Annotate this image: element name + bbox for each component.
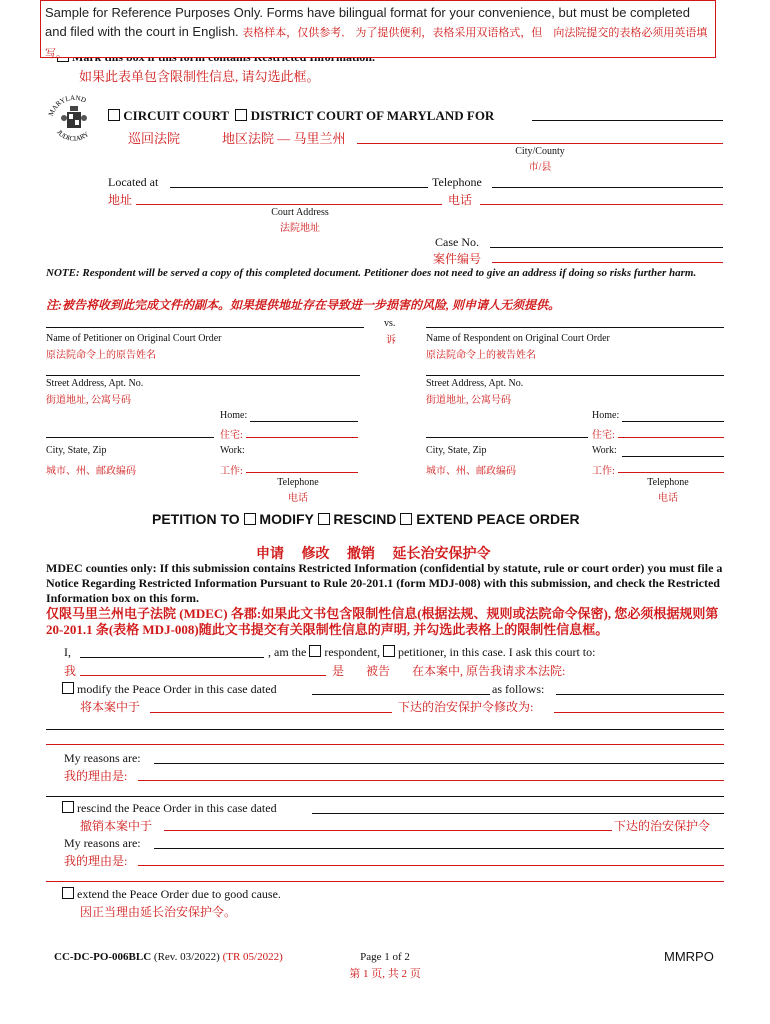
note-text-cn: 注:被告将收到此完成文件的副本。如果提供地址存在导致进一步损害的风险, 则申请人无须提供。: [46, 298, 560, 312]
svg-text:JUDICIARY: JUDICIARY: [55, 128, 91, 143]
mdec-notice-cn: 仅限马里兰州电子法院 (MDEC) 各郡:如果此文书包含限制性信息(根据法规、规则或法院命令保密), 您必须根据规则第 20-201.1 条(表格 MDJ-008)随此文书提交有关限制性信息的声明, 并勾选此表格上的限制性信息框。: [46, 606, 719, 637]
am-the-label: , am the: [268, 645, 307, 659]
request-i-label: I,: [64, 645, 71, 659]
banner-english: Sample for Reference Purposes Only. Forms have bilingual format for your convenience, but must be completed and filed with the court in English.: [45, 5, 691, 39]
rescind-date-field[interactable]: [312, 813, 724, 814]
petitioner-city-field[interactable]: [46, 437, 214, 438]
modify-as-follows-label: as follows:: [492, 682, 545, 696]
respondent-city-caption: City, State, Zip: [426, 445, 487, 456]
respondent-role-label-cn: 被告: [366, 664, 391, 678]
reference-banner: [40, 0, 716, 58]
rescind-reasons-label-cn: 我的理由是:: [64, 854, 128, 868]
respondent-work-label: Work:: [592, 445, 617, 456]
respondent-home-label: Home:: [592, 410, 620, 421]
rescind-checkbox[interactable]: [62, 801, 74, 813]
court-address-caption: Court Address: [271, 207, 329, 218]
respondent-work-label-cn: 工作:: [592, 466, 615, 477]
located-at-label: Located at: [108, 175, 159, 189]
district-court-label: DISTRICT COURT OF MARYLAND FOR: [250, 108, 495, 123]
respondent-home-phone-field[interactable]: [622, 421, 724, 422]
form-number: CC-DC-PO-006BLC: [54, 951, 152, 963]
petitioner-role-checkbox[interactable]: [383, 645, 395, 657]
case-number-label-cn: 案件编号: [433, 252, 482, 266]
petitioner-home-line-cn: [246, 437, 358, 438]
petition-title-cn-1: 申请: [256, 547, 284, 562]
rescind-label-cn: 撤销本案中于: [80, 819, 153, 833]
case-number-label: Case No.: [435, 235, 479, 249]
rescind-reasons-line-2[interactable]: [46, 881, 724, 882]
petitioner-work-phone-field[interactable]: [246, 472, 358, 473]
requester-name-line-cn: [80, 675, 326, 676]
form-code: MMRPO: [664, 949, 714, 964]
translation-revision: (TR 05/2022): [222, 951, 283, 963]
respondent-telephone-caption-cn: 电话: [658, 493, 678, 504]
petitioner-telephone-caption: Telephone: [277, 477, 319, 488]
extend-option-row: [62, 887, 281, 902]
modify-title-checkbox[interactable]: [244, 513, 256, 525]
is-label-cn: 是: [332, 664, 345, 678]
modify-as-follows-label-cn: 下达的治安保护令修改为:: [398, 700, 534, 714]
modify-date-line-cn: [150, 712, 392, 713]
respondent-name-caption-cn: 原法院命令上的被告姓名: [426, 350, 536, 361]
modify-reasons-line-cn: [138, 780, 724, 781]
respondent-home-label-cn: 住宅:: [592, 430, 615, 441]
telephone-label-cn: 电话: [448, 193, 473, 207]
petitioner-street-field[interactable]: [46, 375, 360, 376]
court-address-line-cn: [136, 204, 442, 205]
modify-reasons-field[interactable]: [154, 763, 724, 764]
petition-title-prefix: PETITION TO: [152, 511, 240, 527]
petitioner-name-caption-cn: 原法院命令上的原告姓名: [46, 350, 156, 361]
rescind-order-label-cn: 下达的治安保护令: [614, 819, 711, 833]
restricted-info-label-cn: 如果此表单包含限制性信息, 请勾选此框。: [79, 69, 320, 84]
court-county-field[interactable]: [532, 120, 723, 121]
respondent-street-field[interactable]: [426, 375, 724, 376]
extend-checkbox[interactable]: [62, 887, 74, 899]
respondent-home-line-cn: [618, 437, 724, 438]
case-number-field[interactable]: [490, 247, 723, 248]
respondent-telephone-caption: Telephone: [647, 477, 689, 488]
rescind-reasons-field[interactable]: [154, 848, 724, 849]
rescind-title-checkbox[interactable]: [318, 513, 330, 525]
city-county-caption-cn: 市/县: [528, 162, 552, 173]
respondent-street-caption-cn: 街道地址, 公寓号码: [426, 395, 511, 406]
note-text: NOTE: Respondent will be served a copy of this completed document. Petitioner does not need to give an address if doing so risks further harm.: [46, 267, 697, 279]
located-at-label-cn: 地址: [108, 193, 133, 207]
requester-name-field[interactable]: [80, 657, 264, 658]
rescind-option-row: [62, 801, 277, 816]
modify-details-field[interactable]: [556, 694, 724, 695]
modify-reasons-label: My reasons are:: [64, 751, 141, 765]
circuit-court-label: CIRCUIT COURT: [123, 108, 229, 123]
modify-reasons-label-cn: 我的理由是:: [64, 769, 128, 783]
petition-title-cn-2: 修改: [301, 547, 330, 562]
petitioner-city-caption-cn: 城市、州、邮政编码: [46, 466, 136, 477]
court-address-caption-cn: 法院地址: [280, 223, 320, 234]
court-selection-row: [108, 108, 494, 124]
petition-rescind-label: RESCIND: [333, 511, 397, 527]
petitioner-name-field[interactable]: [46, 327, 364, 328]
request-i-label-cn: 我: [64, 664, 77, 678]
modify-label: modify the Peace Order in this case dated: [77, 682, 277, 696]
petition-title-cn-3: 撤销: [347, 547, 375, 562]
respondent-name-field[interactable]: [426, 327, 724, 328]
petition-title-cn-4: 延长治安保护令: [392, 547, 491, 562]
respondent-work-phone-field[interactable]: [622, 456, 724, 457]
rescind-reasons-label: My reasons are:: [64, 836, 141, 850]
petition-title-cn: [256, 543, 491, 563]
modify-details-line-cn: [554, 712, 724, 713]
court-address-field[interactable]: [170, 187, 428, 188]
telephone-label: Telephone: [432, 175, 482, 189]
rescind-date-line-cn: [164, 830, 612, 831]
respondent-role-checkbox[interactable]: [309, 645, 321, 657]
svg-text:MARYLAND: MARYLAND: [46, 93, 88, 118]
petitioner-home-label: Home:: [220, 410, 248, 421]
petitioner-home-phone-field[interactable]: [250, 421, 358, 422]
modify-option-row: [62, 682, 277, 697]
rescind-label: rescind the Peace Order in this case dated: [77, 801, 277, 815]
petitioner-street-caption-cn: 街道地址, 公寓号码: [46, 395, 131, 406]
modify-date-field[interactable]: [312, 694, 490, 695]
respondent-city-field[interactable]: [426, 437, 588, 438]
case-number-line-cn: [492, 262, 723, 263]
page-number-cn: 第 1 页, 共 2 页: [349, 968, 421, 980]
extend-label-cn: 因正当理由延长治安保护令。: [80, 905, 237, 919]
district-court-label-cn: 地区法院 — 马里兰州: [222, 131, 346, 146]
modify-label-cn: 将本案中于: [80, 700, 141, 714]
petitioner-home-label-cn: 住宅:: [220, 430, 243, 441]
respondent-work-line-cn: [618, 472, 724, 473]
modify-reasons-line-2[interactable]: [46, 796, 724, 797]
maryland-judiciary-seal-icon: [44, 88, 104, 152]
respondent-street-caption: Street Address, Apt. No.: [426, 378, 524, 389]
circuit-court-checkbox[interactable]: [108, 109, 120, 121]
vs-label-cn: 诉: [386, 335, 396, 346]
modify-checkbox[interactable]: [62, 682, 74, 694]
page-number: Page 1 of 2: [360, 951, 410, 963]
rescind-reasons-line-cn: [138, 865, 724, 866]
court-telephone-field[interactable]: [492, 187, 723, 188]
petitioner-work-label: Work:: [220, 445, 245, 456]
court-county-field-cn: [357, 143, 723, 144]
petitioner-city-caption: City, State, Zip: [46, 445, 107, 456]
district-court-checkbox[interactable]: [235, 109, 247, 121]
city-county-caption: City/County: [515, 146, 565, 157]
modify-details-line-2[interactable]: [46, 729, 724, 730]
petition-extend-label: EXTEND PEACE ORDER: [416, 511, 580, 527]
petitioner-role-label-cn: 在本案中, 原告我请求本法院:: [412, 664, 566, 678]
extend-label: extend the Peace Order due to good cause.: [77, 887, 281, 901]
circuit-court-label-cn: 巡回法院: [128, 131, 181, 146]
vs-label: vs.: [384, 318, 396, 329]
petition-title: [152, 511, 580, 527]
party-role-row: [268, 645, 595, 660]
modify-details-line-3[interactable]: [46, 744, 724, 745]
form-revision: (Rev. 03/2022): [153, 951, 220, 963]
respondent-name-caption: Name of Respondent on Original Court Order: [426, 333, 610, 344]
petitioner-work-label-cn: 工作:: [220, 466, 243, 477]
petitioner-street-caption: Street Address, Apt. No.: [46, 378, 144, 389]
petitioner-role-label: petitioner, in this case. I ask this court to:: [397, 645, 596, 659]
mdec-notice: MDEC counties only: If this submission contains Restricted Information (confidential by statute, rule or court order) you must file a Notice Regarding Restricted Information Pursuant to Rule 20-201.1 (form MDJ-008) with this submission, and check the Restricted Information box on this form.: [46, 561, 723, 605]
extend-title-checkbox[interactable]: [400, 513, 412, 525]
petition-modify-label: MODIFY: [259, 511, 314, 527]
respondent-role-label: respondent,: [324, 645, 380, 659]
banner-chinese: 表格样本，仅供参考． 为了提供便利，表格采用双语格式，但 向法院提交的表格必须用英语填写。: [45, 27, 708, 60]
form-number-row: [54, 951, 283, 963]
court-telephone-line-cn: [480, 204, 723, 205]
petitioner-telephone-caption-cn: 电话: [288, 493, 308, 504]
respondent-city-caption-cn: 城市、州、邮政编码: [426, 466, 516, 477]
petitioner-name-caption: Name of Petitioner on Original Court Order: [46, 333, 222, 344]
